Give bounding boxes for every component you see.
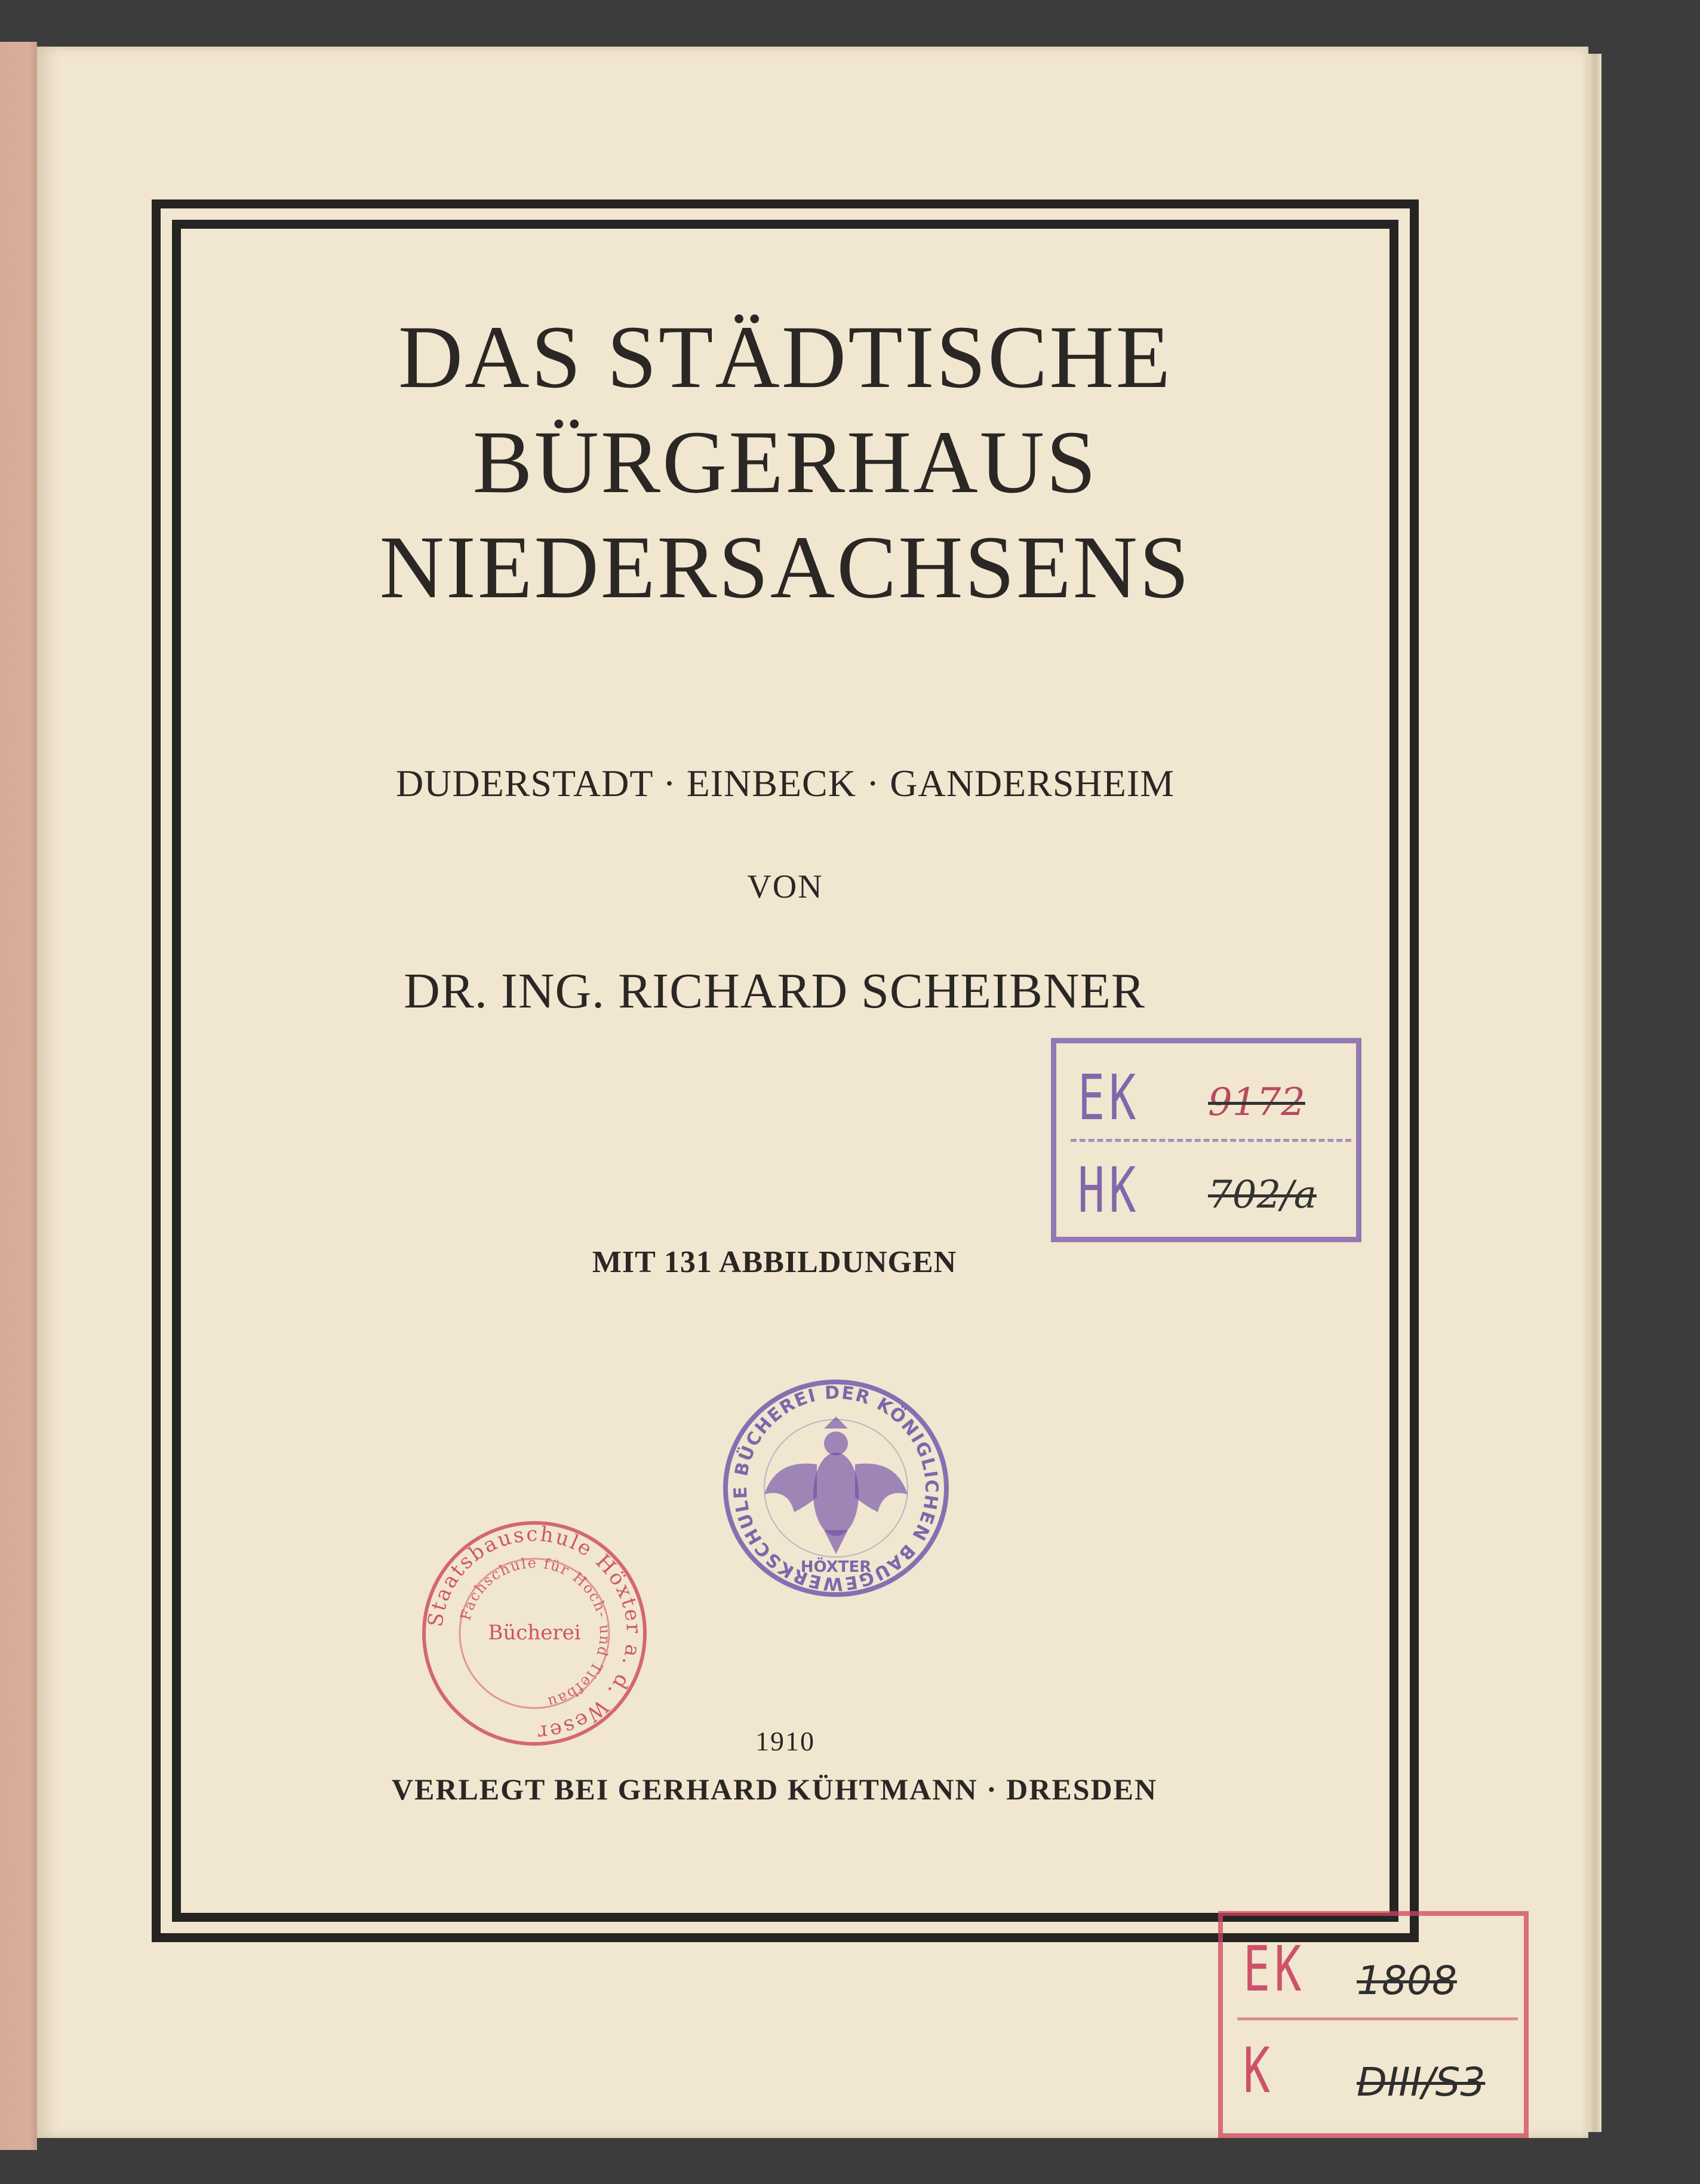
library-seal-purple (717, 1369, 955, 1608)
page-stack-edge (1588, 54, 1601, 2132)
shelfmark-stamp-purple (1051, 1038, 1361, 1242)
illustrations-note: MIT 131 ABBILDUNGEN (592, 1245, 957, 1279)
author-name: DR. ING. RICHARD SCHEIBNER (404, 963, 1145, 1019)
stamp-row-hk (1071, 1142, 1351, 1231)
book-title: DAS STÄDTISCHE BÜRGERHAUS NIEDERSACHSENS (379, 308, 1191, 617)
seal-ring-text: BÜCHEREI DER KÖNIGLICHEN BAUGEWERKSCHULE (730, 1382, 942, 1595)
eagle-icon (764, 1417, 908, 1554)
shelfmark-stamp-red (1218, 1911, 1529, 2138)
seal-inner-ring-text: Fachschule für Hoch- und Tiefbau (457, 1554, 614, 1711)
stamp-number: 702/a (1208, 1173, 1317, 1217)
stamp-row-ek (1237, 1922, 1518, 2020)
by-line: VON (747, 868, 823, 905)
stamp-code: EK (1243, 1933, 1306, 2005)
stamp-row-k (1237, 2023, 1518, 2119)
book-spine (0, 42, 37, 2150)
seal-bottom-text: HÖXTER (800, 1558, 872, 1576)
seal-center-text: Bücherei (488, 1621, 581, 1645)
stamp-code: K (1243, 2034, 1275, 2107)
school-seal-red (418, 1517, 651, 1750)
subtitle-places: DUDERSTADT · EINBECK · GANDERSHEIM (395, 762, 1175, 804)
stamp-code: EK (1078, 1061, 1140, 1134)
publication-year: 1910 (755, 1726, 815, 1756)
seal-ring-text: Staatsbauschule Höxter a. d. Weser (423, 1522, 646, 1745)
publisher-line: VERLEGT BEI GERHARD KÜHTMANN · DRESDEN (391, 1773, 1158, 1806)
stamp-number: 9172 (1208, 1080, 1305, 1125)
stamp-number: 1808 (1357, 1958, 1457, 2004)
stamp-number: DIII/S3 (1357, 2059, 1486, 2105)
stamp-code: HK (1078, 1154, 1140, 1227)
stamp-row-ek (1071, 1049, 1351, 1142)
